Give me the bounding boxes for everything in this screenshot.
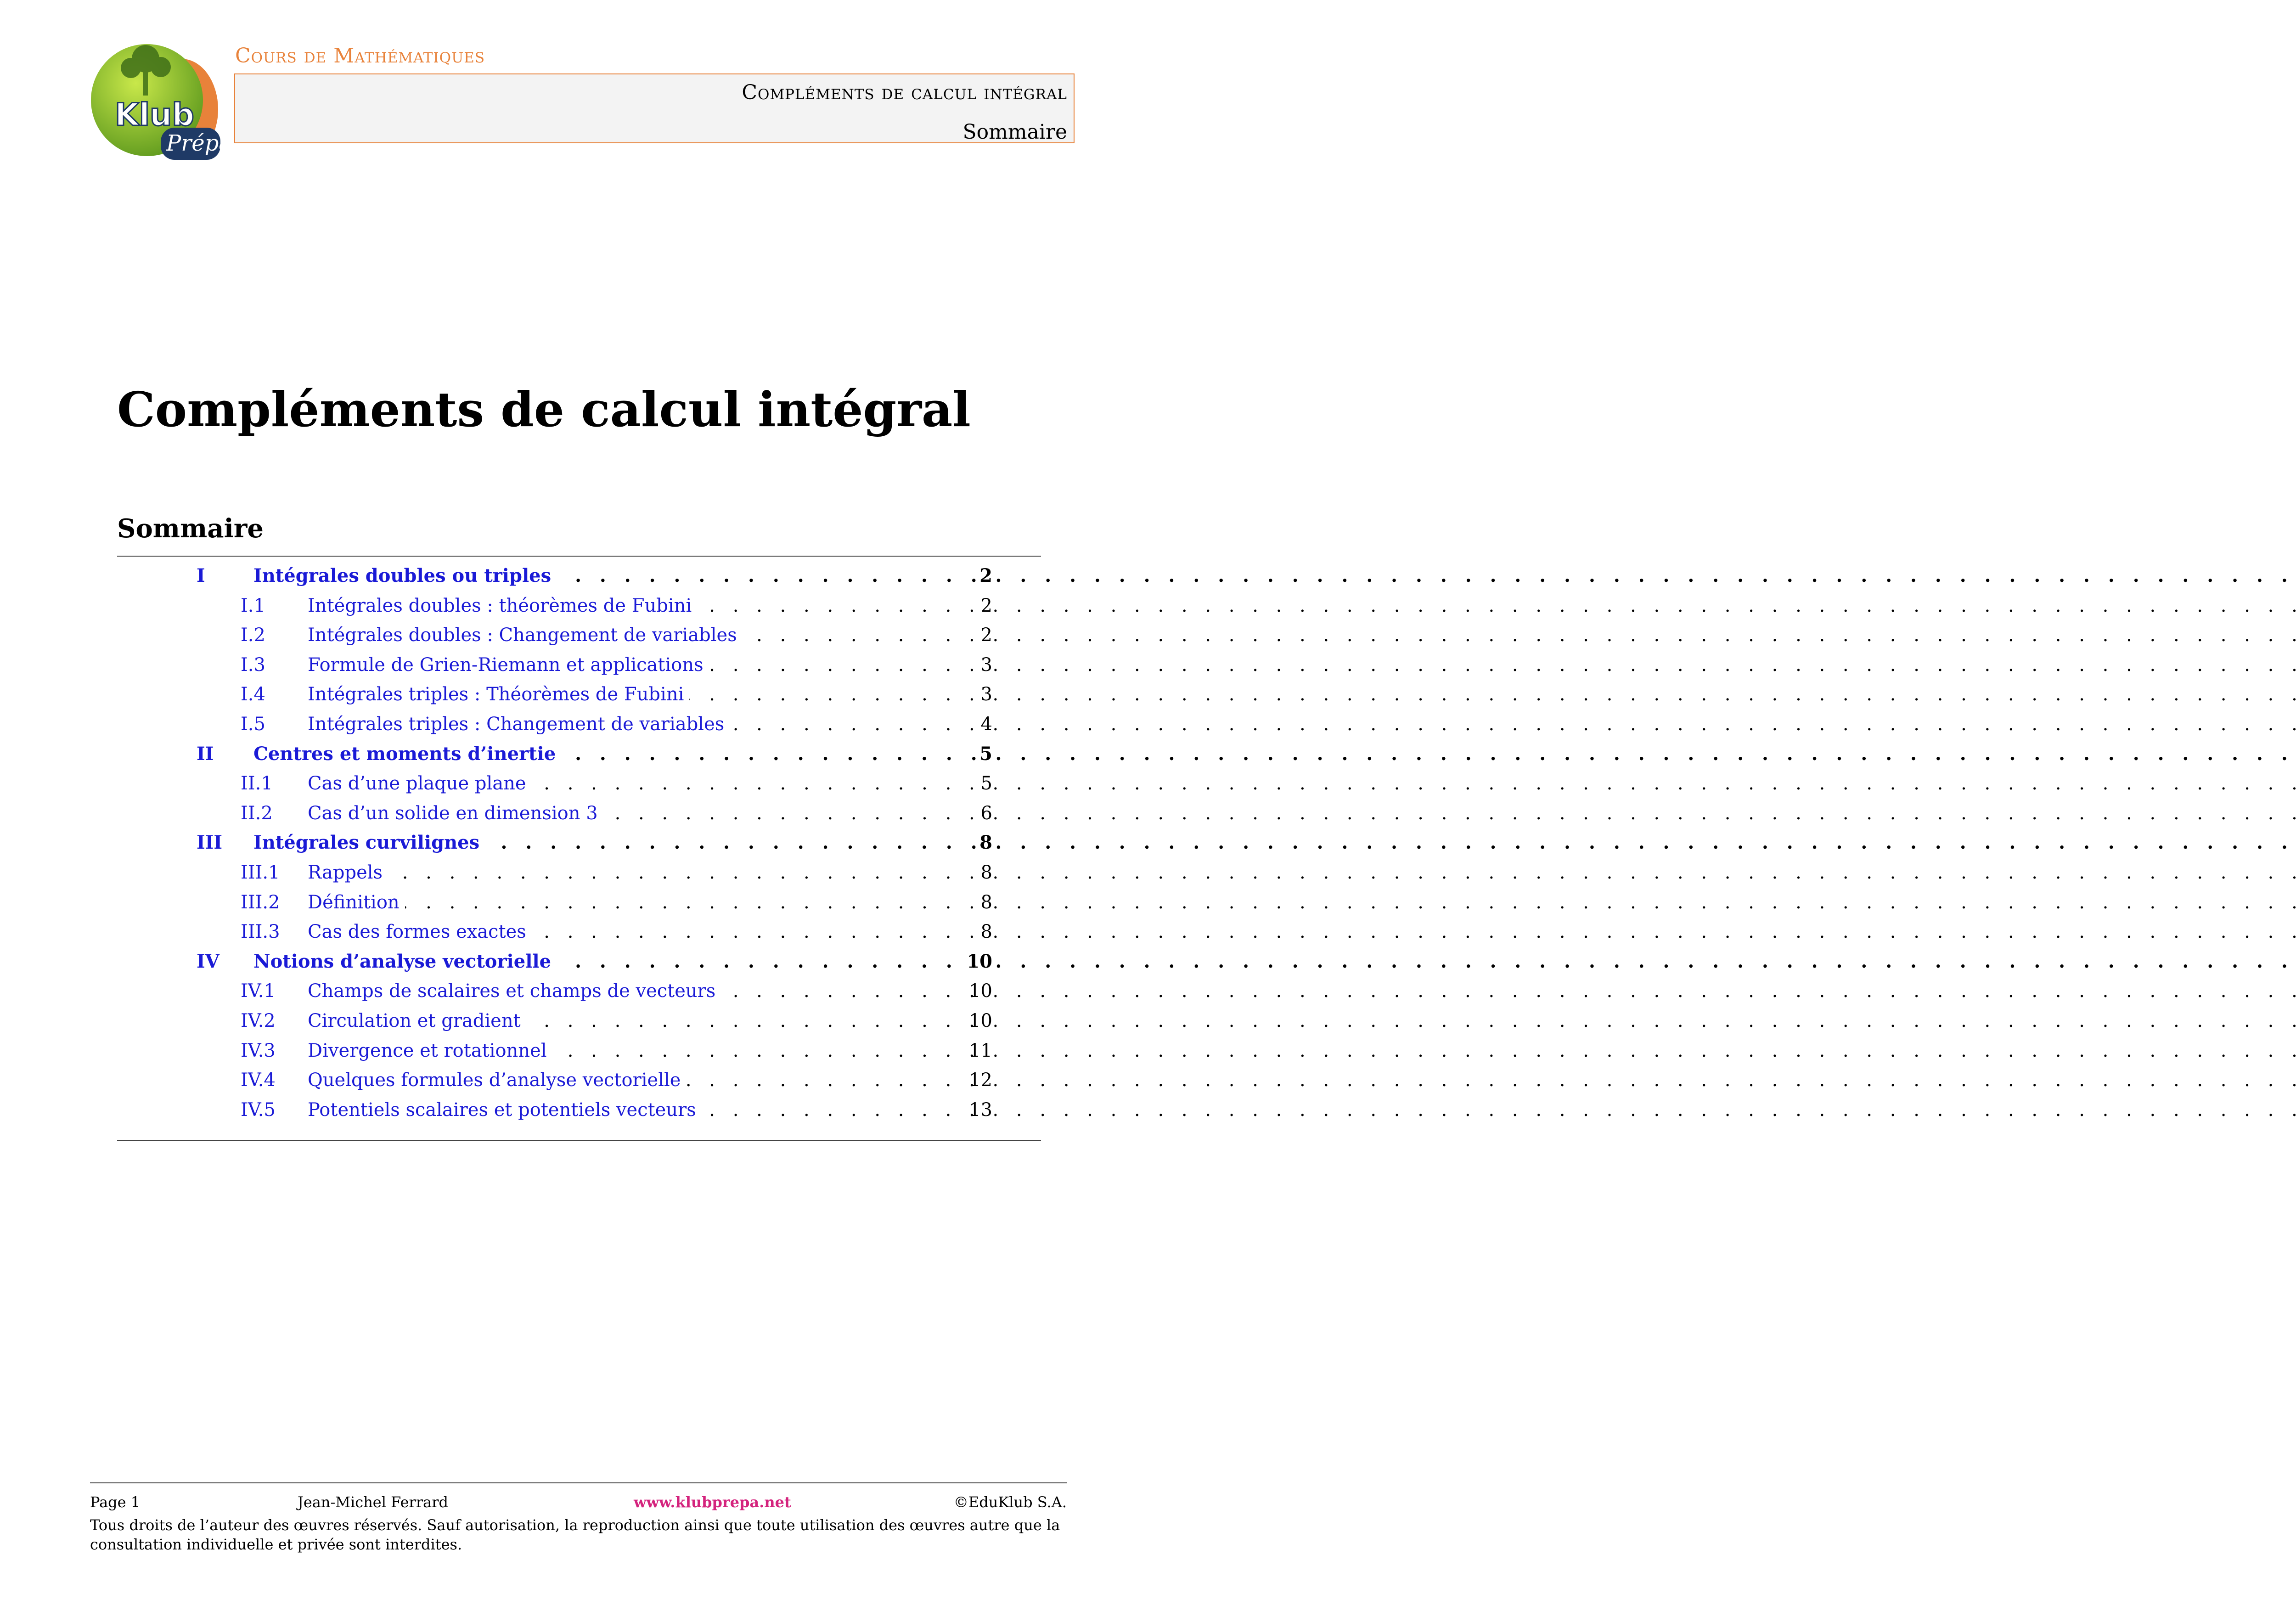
toc-entry-number: III.3 [241,921,280,943]
toc-entry-page: 10 [969,1010,992,1031]
toc-subsection-entry[interactable] [0,1006,1139,1036]
toc-entry-number: II [197,743,214,765]
sommaire-heading: Sommaire [117,513,264,544]
toc-subsection-entry[interactable] [0,620,1139,650]
toc-entry-page: 6 [980,802,992,824]
toc-entry-label[interactable]: Intégrales triples : Changement de variables [308,714,730,735]
toc-entry-label[interactable]: Notions d’analyse vectorielle [253,951,557,972]
toc-entry-label[interactable]: Rappels [308,862,388,883]
page-title: Compléments de calcul intégral [117,381,971,438]
toc-subsection-entry[interactable] [0,1036,1139,1066]
logo-text-klub: Klub [115,97,195,133]
toc-entry-page: 12 [969,1070,992,1091]
toc-subsection-entry[interactable] [0,710,1139,739]
toc-section-entry[interactable] [0,561,1139,591]
toc-entry-number: I.5 [241,713,265,735]
toc-section-entry[interactable] [0,739,1139,769]
divider-top [117,556,1041,557]
toc-entry-leader [253,947,951,977]
toc-entry-leader [308,650,951,680]
toc-entry-label[interactable]: Formule de Grien-Riemann et applications [308,654,709,676]
toc-subsection-entry[interactable] [0,591,1139,621]
toc-entry-page: 8 [980,921,992,943]
toc-entry-number: IV.1 [241,980,276,1002]
toc-entry-leader [253,828,951,858]
toc-entry-leader [308,680,951,710]
toc-entry-leader [308,976,951,1006]
footer-copyright: ©EduKlub S.A. [953,1493,1067,1511]
klubprepa-logo [83,40,232,163]
toc-entry-leader [308,858,951,888]
toc-entry-leader [308,591,951,621]
footer-divider [90,1482,1067,1483]
toc-entry-label[interactable]: Circulation et gradient [308,1010,526,1031]
toc-entry-leader [308,799,951,828]
toc-entry-label[interactable]: Potentiels scalaires et potentiels vecteurs [308,1099,702,1121]
toc-entry-page: 8 [980,891,992,913]
toc-entry-leader [308,620,951,650]
footer-page-number: Page 1 [90,1493,141,1511]
footer-rights-note: Tous droits de l’auteur des œuvres réservés. Sauf autorisation, la reproduction ainsi que toute utilisation des œuvres autre que la consultation individuelle et privée sont interdites. [90,1516,1060,1553]
toc-entry-page: 11 [969,1040,992,1061]
footer-author: Jean-Michel Ferrard [298,1493,448,1511]
toc-subsection-entry[interactable] [0,917,1139,947]
toc-entry-leader [308,1036,951,1066]
toc-entry-leader [308,888,951,918]
toc-entry-number: IV.3 [241,1040,276,1061]
toc-subsection-entry[interactable] [0,769,1139,799]
toc-entry-label[interactable]: Définition [308,892,405,913]
toc-entry-label[interactable]: Cas des formes exactes [308,921,532,942]
toc-entry-number: III [197,832,223,854]
toc-entry-number: IV.2 [241,1010,276,1031]
toc-entry-label[interactable]: Intégrales doubles ou triples [253,565,557,586]
toc-subsection-entry[interactable] [0,976,1139,1006]
toc-entry-leader [308,710,951,739]
toc-subsection-entry[interactable] [0,680,1139,710]
toc-entry-number: I.1 [241,595,265,616]
toc-entry-leader [308,1065,951,1095]
divider-bottom [117,1140,1041,1141]
toc-entry-label[interactable]: Quelques formules d’analyse vectorielle [308,1070,686,1091]
toc-entry-page: 3 [980,654,992,676]
toc-entry-page: 8 [979,832,992,854]
toc-entry-number: I.2 [241,625,265,646]
header-chapter: Compléments de calcul intégral [742,81,1067,104]
toc-entry-page: 2 [979,565,992,586]
toc-entry-number: IV.5 [241,1099,276,1121]
toc-entry-page: 5 [980,773,992,794]
toc-entry-number: II.2 [241,802,273,824]
toc-entry-leader [308,1006,951,1036]
toc-entry-number: I.4 [241,684,265,705]
toc-entry-page: 2 [980,625,992,646]
toc-section-entry[interactable] [0,947,1139,977]
toc-entry-label[interactable]: Intégrales triples : Théorèmes de Fubini [308,684,689,705]
toc-entry-label[interactable]: Divergence et rotationnel [308,1040,552,1061]
toc-entry-leader [308,769,951,799]
toc-entry-label[interactable]: Champs de scalaires et champs de vecteurs [308,980,721,1002]
toc-entry-page: 10 [969,980,992,1002]
toc-entry-number: IV [197,950,219,972]
toc-entry-label[interactable]: Cas d’un solide en dimension 3 [308,803,603,824]
toc-entry-leader [308,917,951,947]
toc-entry-number: I.3 [241,654,265,676]
toc-entry-label[interactable]: Cas d’une plaque plane [308,773,532,794]
toc-entry-label[interactable]: Intégrales curvilignes [253,832,485,853]
toc-entry-page: 8 [980,862,992,883]
toc-section-entry[interactable] [0,828,1139,858]
header-section: Sommaire [962,120,1067,144]
toc-entry-label[interactable]: Centres et moments d’inertie [253,743,561,765]
toc-entry-label[interactable]: Intégrales doubles : Changement de variables [308,625,743,646]
toc-subsection-entry[interactable] [0,888,1139,918]
toc-subsection-entry[interactable] [0,858,1139,888]
toc-entry-page: 3 [980,684,992,705]
toc-subsection-entry[interactable] [0,1065,1139,1095]
toc-entry-leader [253,739,951,769]
toc-entry-number: III.1 [241,862,280,883]
logo-text-prepa: Prépa [166,130,232,156]
toc-subsection-entry[interactable] [0,650,1139,680]
table-of-contents [0,561,1139,1125]
toc-entry-leader [253,561,951,591]
toc-entry-number: I [197,565,205,586]
toc-entry-page: 2 [980,595,992,616]
toc-entry-page: 13 [969,1099,992,1121]
toc-entry-leader [308,1095,951,1125]
toc-entry-page: 4 [980,713,992,735]
toc-entry-page: 5 [979,743,992,765]
toc-entry-number: IV.4 [241,1070,276,1091]
header-box [234,73,1075,143]
course-title: Cours de Mathématiques [235,44,485,68]
toc-entry-label[interactable]: Intégrales doubles : théorèmes de Fubini [308,595,697,616]
toc-entry-number: II.1 [241,773,273,794]
toc-subsection-entry[interactable] [0,799,1139,828]
toc-subsection-entry[interactable] [0,1095,1139,1125]
toc-entry-page: 10 [967,950,992,972]
footer-site-link[interactable]: www.klubprepa.net [634,1493,791,1511]
toc-entry-number: III.2 [241,891,280,913]
